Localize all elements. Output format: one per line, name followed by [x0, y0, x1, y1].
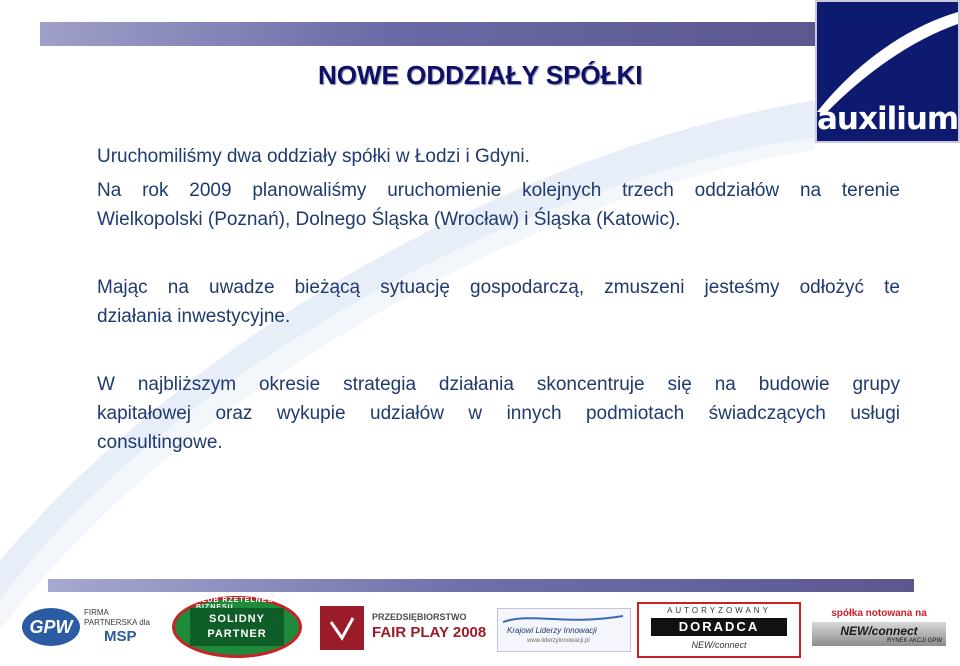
paragraph-line: Uruchomiliśmy dwa oddziały spółki w Łodzi i Gdyni. [97, 146, 530, 167]
slide-title: NOWE ODDZIAŁY SPÓŁKI [318, 60, 643, 90]
newconnect-listed-badge [812, 594, 946, 662]
paragraph-4 [97, 370, 900, 457]
paragraph-1 [97, 142, 900, 171]
kli-line1: Krajowi Liderzy Innowacji [507, 626, 597, 635]
fair-play-badge [320, 594, 490, 662]
doradca-line1: AUTORYZOWANY [667, 606, 771, 615]
logo-swoosh-icon [817, 2, 958, 112]
wave-icon [503, 612, 623, 626]
doradca-line2: DORADCA [651, 618, 787, 636]
check-icon [328, 614, 356, 642]
fair-play-mark-icon [320, 606, 364, 650]
solidny-inner-plate [190, 608, 284, 646]
paragraph-line: kapitałowej oraz wykupie udziałów w innych podmiotach świadczących usługi [97, 403, 900, 424]
fair-play-line2: FAIR PLAY 2008 [372, 624, 487, 641]
paragraph-line: consultingowe. [97, 432, 223, 453]
paragraph-line: Wielkopolski (Poznań), Dolnego Śląska (Wrocław) i Śląska (Katowic). [97, 209, 681, 230]
solidny-arc-text: KLUB RZETELNEGO [196, 597, 281, 604]
paragraph-line: działania inwestycyjne. [97, 306, 291, 327]
kli-line2: www.liderzyinnowacji.pl [527, 638, 590, 644]
newconnect-line2: NEW/connect [840, 624, 918, 638]
newconnect-line1: spółka notowana na [831, 608, 927, 619]
bottom-decorative-bar [48, 579, 914, 592]
gpw-partner-badge [18, 594, 153, 662]
fair-play-line1: PRZEDSIĘBIORSTWO [372, 612, 467, 622]
logo-wordmark: auxilium [817, 101, 959, 137]
solidny-partner-badge [166, 594, 308, 662]
paragraph-2 [97, 176, 900, 234]
top-decorative-bar [40, 22, 816, 46]
doradca-line3: NEW/connect [691, 640, 747, 650]
footer-badges [0, 594, 960, 666]
paragraph-3 [97, 273, 900, 331]
paragraph-line: W najbliższym okresie strategia działania skoncentruje się na budowie grupy [97, 374, 900, 395]
gpw-badge-text: FIRMA PARTNERSKA dla [84, 608, 150, 627]
paragraph-line: Na rok 2009 planowaliśmy uruchomienie kolejnych trzech oddziałów na terenie [97, 180, 900, 201]
autoryzowany-doradca-badge [637, 594, 801, 662]
gpw-badge-msp: MSP [104, 628, 137, 645]
solidny-line1: SOLIDNY [209, 613, 265, 625]
auxilium-logo [815, 0, 960, 143]
gpw-logo-icon: GPW [22, 608, 80, 646]
solidny-line2: PARTNER [207, 628, 267, 640]
krajowi-liderzy-badge [497, 594, 631, 662]
paragraph-line: Mając na uwadze bieżącą sytuację gospodarczą, zmuszeni jesteśmy odłożyć te [97, 277, 900, 298]
newconnect-line3: RYNEK AKCJI GPW [887, 638, 942, 644]
